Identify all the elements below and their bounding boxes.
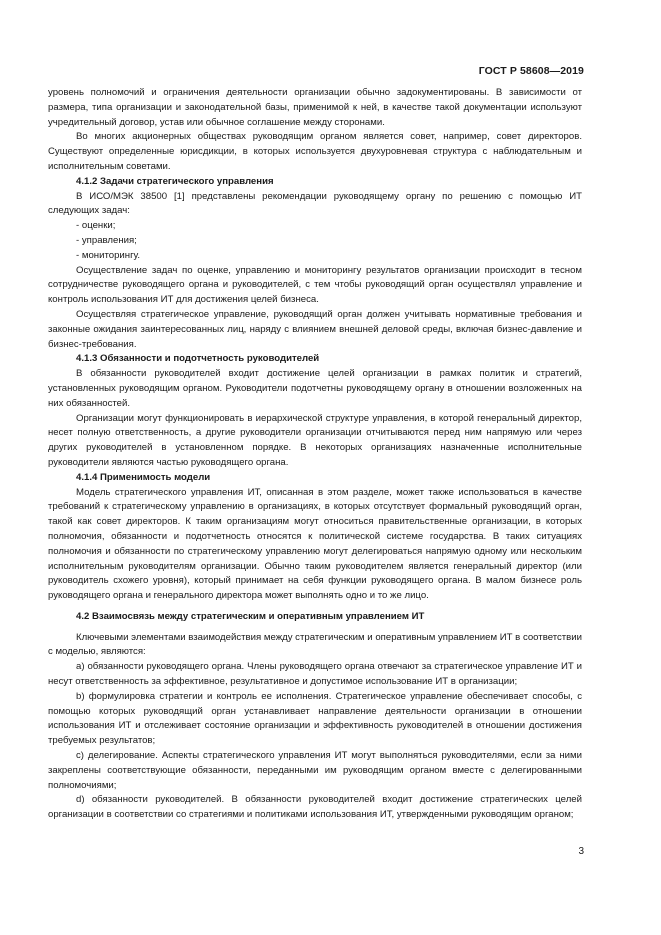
list-item: c) делегирование. Аспекты стратегического управления ИТ могут выполняться руководителями, если за ними закреплены соответствующие обязанности, переданными им руководящим органом вместе с делегированными полномочиями; bbox=[48, 750, 582, 791]
list-item: d) обязанности руководителей. В обязанности руководителей входит достижение стратегических целей организации в соответствии со стратегиями и политиками использования ИТ, утвержденными руководящим органом; bbox=[48, 794, 582, 821]
paragraph: В обязанности руководителей входит достижение целей организации в рамках политик и стратегий, установленных руководящим органом. Руководители подотчетны руководящему органу в отношении возложенных на них обязанностей. bbox=[48, 368, 582, 409]
paragraph: Ключевыми элементами взаимодействия между стратегическим и оперативным управлением ИТ в соответствии с моделью, являются: bbox=[48, 631, 582, 658]
paragraph: Организации могут функционировать в иерархической структуре управления, в которой генеральный директор, несет полную ответственность, а другие руководители организации отчитываются перед ним напрямую или через других руководителей в установленном порядке. В некоторых организациях назначенные исполнительные руководители являются частью руководящего органа. bbox=[48, 412, 582, 468]
paragraph: Во многих акционерных обществах руководящим органом является совет, например, совет директоров. Существуют определенные юрисдикции, в которых используется двухуровневая структура с наблюдательным и исполнительным советами. bbox=[48, 131, 582, 172]
paragraph: Осуществление задач по оценке, управлению и мониторингу результатов организации происходит в тесном сотрудничестве руководящего органа и руководителей, с тем чтобы руководящий орган осуществлял управление и контроль использования ИТ для достижения целей бизнеса. bbox=[48, 264, 582, 306]
list-item: b) формулировка стратегии и контроль ее исполнения. Стратегическое управление обеспечивает способы, с помощью которых руководящий орган устанавливает направление деятельности организации в отношении использования ИТ и отслеживает состояние организации и эффективность руководителей в отношении достижения требуемых результатов; bbox=[48, 690, 582, 747]
document-body bbox=[48, 86, 582, 823]
section-heading: 4.2 Взаимосвязь между стратегическим и оперативным управлением ИТ bbox=[76, 610, 425, 622]
paragraph: Модель стратегического управления ИТ, описанная в этом разделе, может также использоваться в качестве требований к стратегическому управлению в организациях, в которых отсутствует формальный руководящий орган, такой как совет директоров. К таким организациям могут относиться правительственные организации, в которых полномочия, обязанности и подотчетность относятся к политической системе государства. В таких ситуациях полномочия и обязанности по стратегическому управлению могут делегироваться напрямую одному или нескольким исполнительным руководителям организации. Обычно таким руководителем является генеральный директор (или руководитель схожего уровня), который принимает на себя функции руководящего органа. В малом бизнесе роль руководящего органа и генерального директора может выполнять одно и то же лицо. bbox=[48, 486, 582, 602]
subsection-heading: 4.1.3 Обязанности и подотчетность руководителей bbox=[76, 353, 320, 365]
paragraph: Осуществляя стратегическое управление, руководящий орган должен учитывать нормативные требования и законные ожидания заинтересованных лиц, наряду с влиянием внешней деловой среды, включая бизнес-давление и бизнес-требования. bbox=[48, 308, 582, 350]
list-item: - управления; bbox=[76, 234, 137, 246]
subsection-heading: 4.1.2 Задачи стратегического управления bbox=[76, 175, 274, 187]
list-item: - оценки; bbox=[76, 220, 116, 232]
document-code: ГОСТ Р 58608—2019 bbox=[478, 65, 584, 77]
list-item: a) обязанности руководящего органа. Члены руководящего органа отвечают за стратегическое управление ИТ и несут ответственность за эффективное, результативное и допустимое использование ИТ в организации; bbox=[48, 661, 582, 688]
subsection-heading: 4.1.4 Применимость модели bbox=[76, 471, 211, 483]
paragraph: В ИСО/МЭК 38500 [1] представлены рекомендации руководящему органу по решению с помощью ИТ следующих задач: bbox=[48, 190, 582, 217]
list-item: - мониторингу. bbox=[76, 249, 141, 261]
page-number: 3 bbox=[578, 846, 584, 857]
paragraph: уровень полномочий и ограничения деятельности организации обычно задокументированы. В зависимости от размера, типа организации и законодательной базы, применимой к ней, в качестве такой документации используют учредительный договор, устав или обычное соглашение между сторонами. bbox=[48, 87, 582, 128]
